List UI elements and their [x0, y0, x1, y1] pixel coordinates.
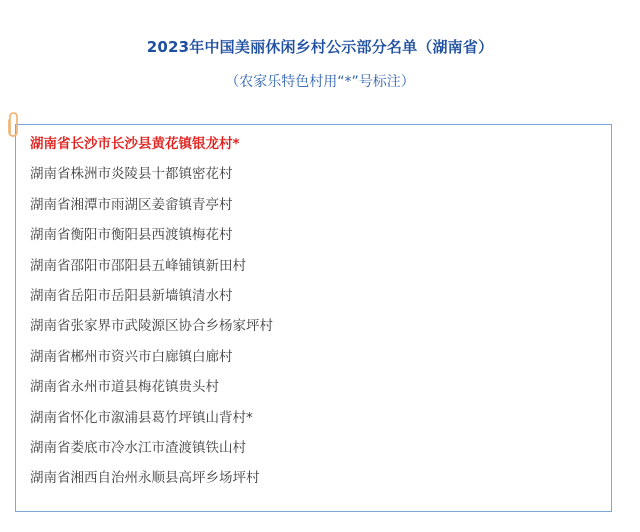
list-item: 湖南省岳阳市岳阳县新墙镇清水村 [30, 287, 233, 304]
list-item: 湖南省邵阳市邵阳县五峰铺镇新田村 [30, 257, 246, 274]
list-item: 湖南省湘潭市雨湖区姜畲镇青亭村 [30, 196, 233, 213]
list-item: 湖南省郴州市资兴市白廊镇白廊村 [30, 348, 233, 365]
list-item: 湖南省永州市道县梅花镇贵头村 [30, 379, 219, 396]
list-item: 湖南省张家界市武陵源区协合乡杨家坪村 [30, 318, 273, 335]
list-item: 湖南省衡阳市衡阳县西渡镇梅花村 [30, 227, 233, 244]
page-title: 2023年中国美丽休闲乡村公示部分名单（湖南省） [146, 38, 494, 56]
list-item: 湖南省长沙市长沙县黄花镇银龙村* [30, 136, 240, 152]
village-list [30, 133, 273, 498]
list-item: 湖南省株洲市炎陵县十都镇密花村 [30, 166, 233, 183]
list-item: 湖南省娄底市冷水江市渣渡镇铁山村 [30, 439, 246, 456]
list-item: 湖南省怀化市溆浦县葛竹坪镇山背村* [30, 409, 253, 426]
paperclip-icon [4, 111, 22, 141]
list-item: 湖南省湘西自治州永顺县高坪乡场坪村 [30, 470, 260, 487]
page-subtitle: （农家乐特色村用“*”号标注） [225, 74, 415, 90]
